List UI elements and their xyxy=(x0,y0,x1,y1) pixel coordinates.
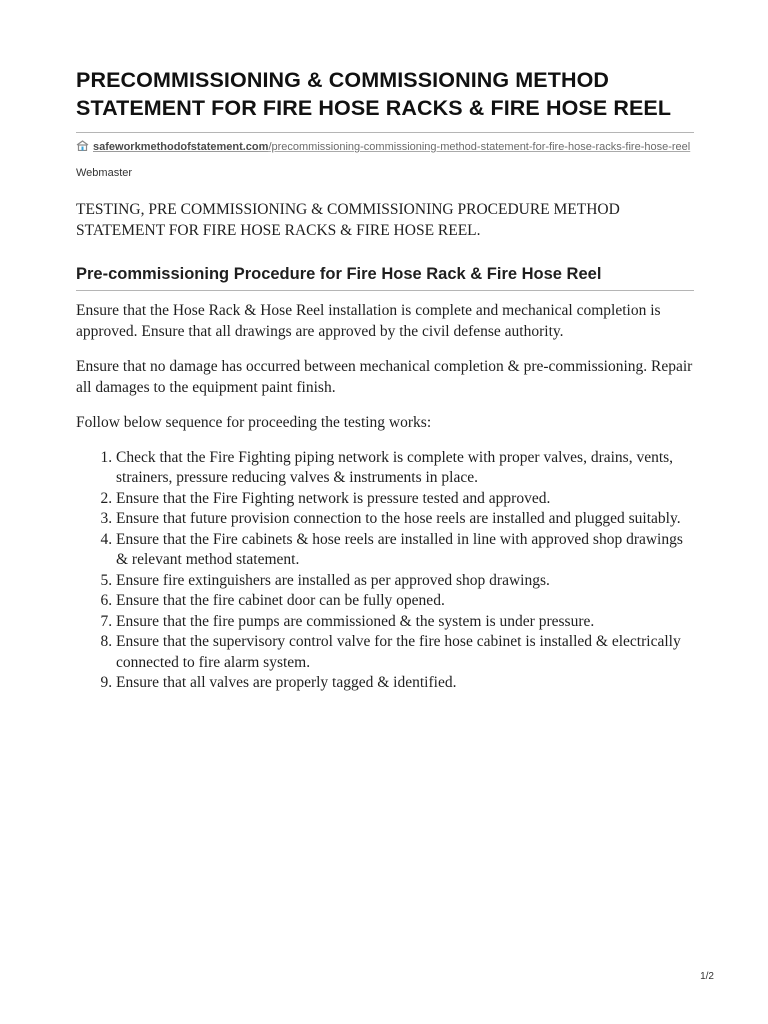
source-link[interactable] xyxy=(76,140,694,154)
paragraph: Ensure that the Hose Rack & Hose Reel installation is complete and mechanical completion is approved. Ensure that all drawings are approved by the civil defense authority. xyxy=(76,302,661,340)
list-item: 6. Ensure that the fire cabinet door can be fully opened. xyxy=(116,591,694,612)
intro-text: TESTING, PRE COMMISSIONING & COMMISSIONING PROCEDURE METHOD STATEMENT FOR FIRE HOSE RACKS & FIRE HOSE REEL. xyxy=(76,201,620,239)
section-divider xyxy=(76,290,694,291)
list-item: 3. Ensure that future provision connection to the hose reels are installed and plugged suitably. xyxy=(116,509,694,530)
page-title: PRECOMMISSIONING & COMMISSIONING METHOD STATEMENT FOR FIRE HOSE RACKS & FIRE HOSE REEL xyxy=(76,68,672,120)
list-item: 5. Ensure fire extinguishers are installed as per approved shop drawings. xyxy=(116,571,694,592)
page-number: 1/2 xyxy=(700,971,714,982)
document-page xyxy=(76,66,694,694)
source-domain[interactable]: safeworkmethodofstatement.com xyxy=(93,141,269,153)
list-item: 8. Ensure that the supervisory control valve for the fire hose cabinet is installed & electrically connected to fire alarm system. xyxy=(116,632,694,673)
list-item: 4. Ensure that the Fire cabinets & hose reels are installed in line with approved shop drawings & relevant method statement. xyxy=(116,530,694,571)
section-heading: Pre-commissioning Procedure for Fire Hose Rack & Fire Hose Reel xyxy=(76,265,602,283)
paragraph: Follow below sequence for proceeding the testing works: xyxy=(76,414,432,431)
list-item: 2. Ensure that the Fire Fighting network is pressure tested and approved. xyxy=(116,489,694,510)
testing-steps-list xyxy=(76,448,694,694)
list-item: 7. Ensure that the fire pumps are commissioned & the system is under pressure. xyxy=(116,612,694,633)
list-item: 9. Ensure that all valves are properly tagged & identified. xyxy=(116,673,694,694)
source-path[interactable]: /precommissioning-commissioning-method-statement-for-fire-hose-racks-fire-hose-reel xyxy=(268,141,691,153)
list-item: 1. Check that the Fire Fighting piping network is complete with proper valves, drains, vents, strainers, pressure reducing valves & instruments in place. xyxy=(116,448,694,489)
site-favicon-icon xyxy=(76,140,89,151)
paragraph: Ensure that no damage has occurred between mechanical completion & pre-commissioning. Repair all damages to the equipment paint finish. xyxy=(76,358,693,396)
author-name: Webmaster xyxy=(76,167,133,179)
title-divider xyxy=(76,132,694,133)
